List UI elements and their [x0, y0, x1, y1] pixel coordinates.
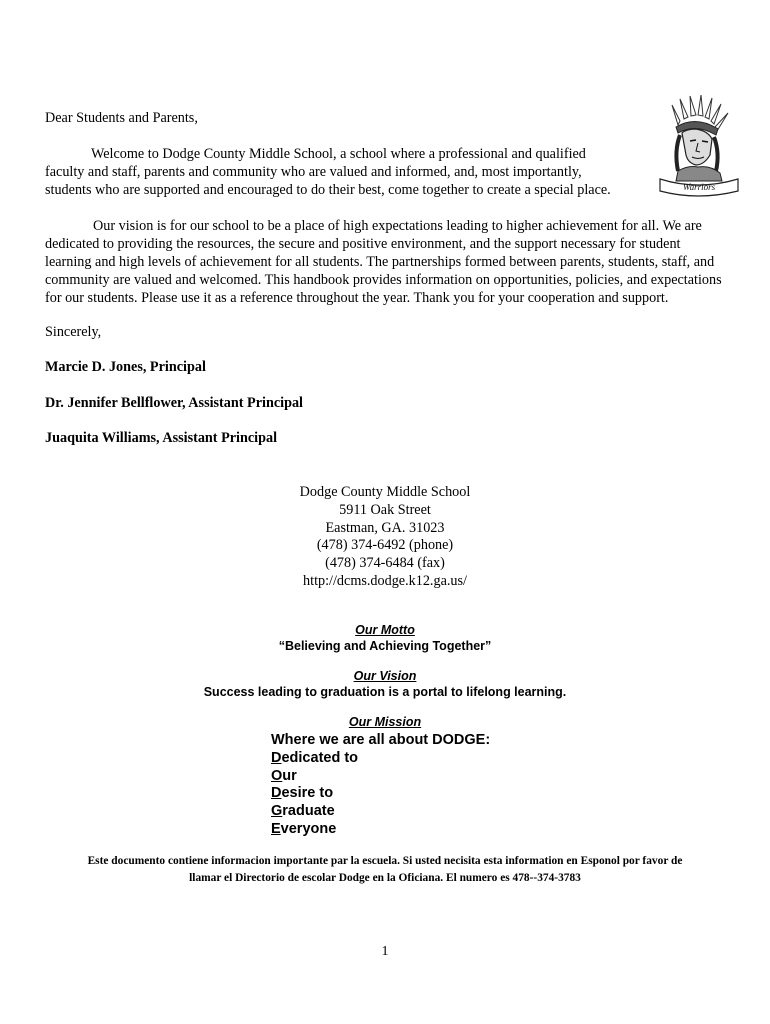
mission-list: [271, 732, 490, 839]
logo-banner-text: Warriors: [682, 182, 716, 192]
mission-item-rest: raduate: [282, 803, 335, 820]
mission-item-letter: G: [271, 803, 283, 820]
signature-assistant-principal-2: Juaquita Williams, Assistant Principal: [45, 430, 278, 446]
mission-item: [271, 768, 490, 786]
letter-greeting: Dear Students and Parents,: [45, 110, 198, 126]
spanish-notice-line-1: Este documento contiene informacion importante par la escuela. Si usted necisita esta information en Esponol por favor de: [87, 855, 683, 867]
page-number: 1: [381, 944, 389, 959]
motto-text: “Believing and Achieving Together”: [278, 639, 492, 653]
school-phone: (478) 374-6492 (phone): [316, 537, 454, 554]
vision-paragraph: [45, 217, 727, 307]
welcome-paragraph-text: Welcome to Dodge County Middle School, a school where a professional and qualified faculty and staff, parents and community who are valued and informed, and, most importantly, students who are supported and encouraged to do their best, come together to create a special place.: [45, 146, 611, 198]
vision-text: Success leading to graduation is a portal to lifelong learning.: [203, 685, 567, 699]
spanish-notice: [40, 853, 730, 886]
school-name: Dodge County Middle School: [299, 484, 471, 500]
mission-item: [271, 821, 490, 839]
mission-item-letter: E: [271, 820, 281, 837]
school-city: Eastman, GA. 31023: [325, 519, 445, 536]
mission-item-letter: O: [271, 767, 283, 784]
vision-paragraph-text: Our vision is for our school to be a place of high expectations leading to higher achievement for all. We are dedicated to providing the resources, the secure and positive environment, and the support necessary for student learning and high levels of achievement for all students. The partnerships formed between parents, students, staff, and community are valued and welcomed. This handbook provides information on opportunities, policies, and expectations for our students. Please use it as a reference throughout the year. Thank you for your cooperation and support.: [45, 218, 722, 306]
mission-item-rest: ur: [282, 767, 297, 784]
school-street: 5911 Oak Street: [339, 501, 431, 518]
mission-item: [271, 750, 490, 768]
motto-heading: Our Motto: [355, 623, 415, 637]
signature-assistant-principal-1: Dr. Jennifer Bellflower, Assistant Principal: [45, 395, 303, 411]
mission-item-rest: veryone: [280, 820, 337, 837]
mission-item-rest: esire to: [281, 785, 334, 802]
school-address: [0, 484, 770, 591]
mission-item: [271, 785, 490, 803]
mission-item: [271, 803, 490, 821]
letter-closing: Sincerely,: [45, 324, 102, 340]
school-fax: (478) 374-6484 (fax): [325, 555, 445, 572]
mission-item-letter: D: [271, 749, 282, 766]
signature-principal: Marcie D. Jones, Principal: [45, 359, 206, 375]
mission-item-rest: edicated to: [281, 749, 359, 766]
warriors-mascot-icon: [658, 95, 740, 200]
welcome-paragraph: [45, 145, 625, 199]
mission-item-letter: D: [271, 785, 282, 802]
mission-heading: Our Mission: [348, 715, 422, 729]
spanish-notice-line-2: llamar el Directorio de escolar Dodge en la Oficiana. El numero es 478--374-3783: [189, 871, 581, 884]
mission-intro: Where we are all about DODGE:: [271, 732, 491, 748]
vision-heading: Our Vision: [353, 669, 417, 683]
school-website: http://dcms.dodge.k12.ga.us/: [303, 572, 467, 589]
